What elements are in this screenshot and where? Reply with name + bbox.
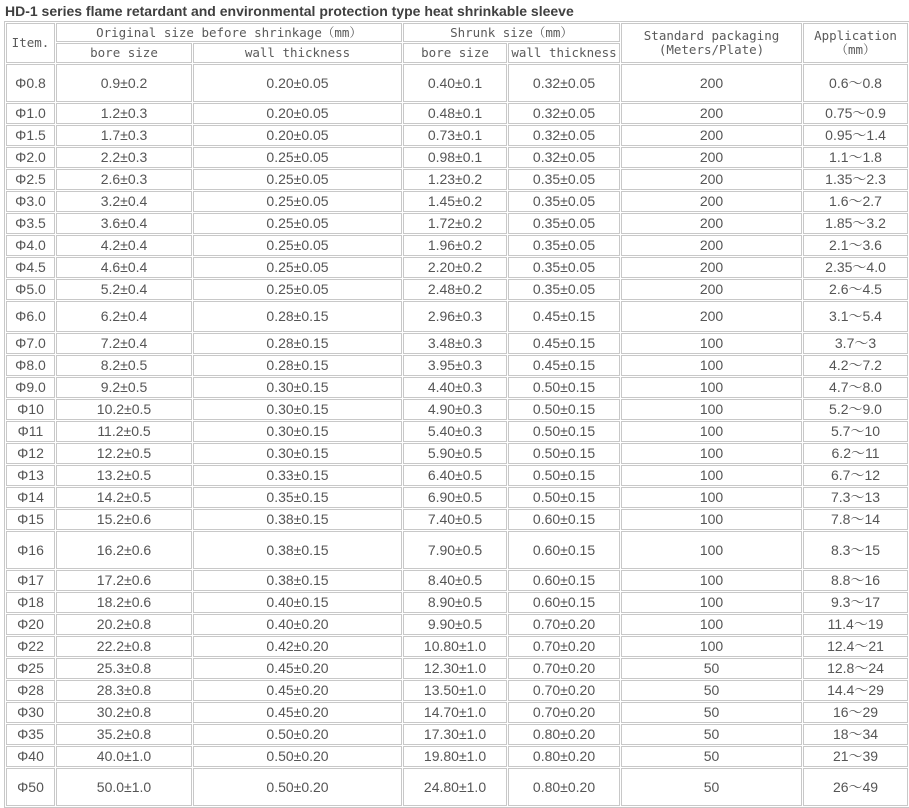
cell-original-wall-thickness: 0.25±0.05 <box>193 147 402 168</box>
cell-shrunk-bore-size: 0.48±0.1 <box>403 103 507 124</box>
cell-application: 8.3～15 <box>803 531 908 569</box>
table-row <box>6 680 908 701</box>
table-row <box>6 702 908 723</box>
cell-original-bore-size: 30.2±0.8 <box>56 702 192 723</box>
cell-shrunk-bore-size: 8.40±0.5 <box>403 570 507 591</box>
cell-shrunk-wall-thickness: 0.60±0.15 <box>508 592 620 613</box>
cell-shrunk-wall-thickness: 0.45±0.15 <box>508 355 620 376</box>
subheader-bore-size: bore size <box>56 43 192 63</box>
cell-standard-packaging: 100 <box>621 487 802 508</box>
cell-shrunk-bore-size: 8.90±0.5 <box>403 592 507 613</box>
cell-shrunk-bore-size: 9.90±0.5 <box>403 614 507 635</box>
cell-shrunk-bore-size: 1.23±0.2 <box>403 169 507 190</box>
table-row <box>6 147 908 168</box>
cell-application: 1.1～1.8 <box>803 147 908 168</box>
cell-original-wall-thickness: 0.20±0.05 <box>193 64 402 102</box>
cell-item: Φ35 <box>6 724 55 745</box>
cell-original-bore-size: 14.2±0.5 <box>56 487 192 508</box>
cell-original-bore-size: 40.0±1.0 <box>56 746 192 767</box>
cell-shrunk-wall-thickness: 0.60±0.15 <box>508 570 620 591</box>
cell-item: Φ11 <box>6 421 55 442</box>
cell-application: 21～39 <box>803 746 908 767</box>
table-row <box>6 103 908 124</box>
cell-original-wall-thickness: 0.38±0.15 <box>193 570 402 591</box>
table-row <box>6 301 908 332</box>
cell-original-bore-size: 0.9±0.2 <box>56 64 192 102</box>
cell-shrunk-wall-thickness: 0.70±0.20 <box>508 658 620 679</box>
cell-shrunk-wall-thickness: 0.50±0.15 <box>508 487 620 508</box>
cell-original-bore-size: 2.2±0.3 <box>56 147 192 168</box>
cell-standard-packaging: 50 <box>621 658 802 679</box>
table-row <box>6 509 908 530</box>
cell-shrunk-bore-size: 6.40±0.5 <box>403 465 507 486</box>
cell-original-bore-size: 20.2±0.8 <box>56 614 192 635</box>
cell-application: 1.35～2.3 <box>803 169 908 190</box>
cell-standard-packaging: 200 <box>621 235 802 256</box>
cell-original-wall-thickness: 0.28±0.15 <box>193 333 402 354</box>
cell-shrunk-bore-size: 17.30±1.0 <box>403 724 507 745</box>
cell-shrunk-wall-thickness: 0.80±0.20 <box>508 768 620 806</box>
cell-application: 9.3～17 <box>803 592 908 613</box>
cell-original-wall-thickness: 0.25±0.05 <box>193 169 402 190</box>
cell-application: 0.95～1.4 <box>803 125 908 146</box>
cell-item: Φ0.8 <box>6 64 55 102</box>
cell-original-wall-thickness: 0.20±0.05 <box>193 103 402 124</box>
cell-standard-packaging: 200 <box>621 64 802 102</box>
cell-application: 3.7～3 <box>803 333 908 354</box>
cell-original-bore-size: 28.3±0.8 <box>56 680 192 701</box>
cell-standard-packaging: 50 <box>621 768 802 806</box>
cell-shrunk-wall-thickness: 0.50±0.15 <box>508 399 620 420</box>
cell-original-bore-size: 6.2±0.4 <box>56 301 192 332</box>
cell-shrunk-wall-thickness: 0.70±0.20 <box>508 614 620 635</box>
cell-application: 5.7～10 <box>803 421 908 442</box>
cell-original-bore-size: 17.2±0.6 <box>56 570 192 591</box>
cell-shrunk-bore-size: 12.30±1.0 <box>403 658 507 679</box>
cell-item: Φ18 <box>6 592 55 613</box>
table-row <box>6 614 908 635</box>
cell-original-bore-size: 13.2±0.5 <box>56 465 192 486</box>
cell-application: 12.8～24 <box>803 658 908 679</box>
table-row <box>6 487 908 508</box>
cell-shrunk-bore-size: 2.48±0.2 <box>403 279 507 300</box>
cell-application: 5.2～9.0 <box>803 399 908 420</box>
cell-item: Φ1.0 <box>6 103 55 124</box>
header-standard-packaging: Standard packaging (Meters/Plate) <box>621 23 802 63</box>
cell-shrunk-wall-thickness: 0.70±0.20 <box>508 636 620 657</box>
cell-original-wall-thickness: 0.25±0.05 <box>193 213 402 234</box>
cell-application: 26～49 <box>803 768 908 806</box>
cell-standard-packaging: 200 <box>621 279 802 300</box>
table-row <box>6 257 908 278</box>
cell-standard-packaging: 100 <box>621 636 802 657</box>
cell-item: Φ50 <box>6 768 55 806</box>
cell-item: Φ4.0 <box>6 235 55 256</box>
cell-original-bore-size: 16.2±0.6 <box>56 531 192 569</box>
cell-shrunk-bore-size: 10.80±1.0 <box>403 636 507 657</box>
spec-table <box>4 21 909 808</box>
cell-original-bore-size: 1.2±0.3 <box>56 103 192 124</box>
cell-application: 1.85～3.2 <box>803 213 908 234</box>
cell-original-wall-thickness: 0.28±0.15 <box>193 301 402 332</box>
table-row <box>6 125 908 146</box>
cell-original-wall-thickness: 0.50±0.20 <box>193 724 402 745</box>
cell-application: 6.7～12 <box>803 465 908 486</box>
cell-standard-packaging: 200 <box>621 147 802 168</box>
cell-item: Φ40 <box>6 746 55 767</box>
table-row <box>6 377 908 398</box>
cell-original-wall-thickness: 0.30±0.15 <box>193 377 402 398</box>
cell-shrunk-bore-size: 24.80±1.0 <box>403 768 507 806</box>
cell-original-wall-thickness: 0.42±0.20 <box>193 636 402 657</box>
cell-item: Φ22 <box>6 636 55 657</box>
cell-shrunk-wall-thickness: 0.60±0.15 <box>508 531 620 569</box>
cell-shrunk-bore-size: 1.96±0.2 <box>403 235 507 256</box>
table-row <box>6 592 908 613</box>
cell-original-bore-size: 4.2±0.4 <box>56 235 192 256</box>
subheader-wall-thickness: wall thickness <box>193 43 402 63</box>
cell-original-bore-size: 9.2±0.5 <box>56 377 192 398</box>
header-shrunk-size: Shrunk size（mm） <box>403 23 620 42</box>
cell-original-bore-size: 3.6±0.4 <box>56 213 192 234</box>
cell-original-wall-thickness: 0.28±0.15 <box>193 355 402 376</box>
cell-standard-packaging: 50 <box>621 724 802 745</box>
table-row <box>6 443 908 464</box>
cell-item: Φ6.0 <box>6 301 55 332</box>
cell-original-wall-thickness: 0.45±0.20 <box>193 702 402 723</box>
cell-item: Φ5.0 <box>6 279 55 300</box>
cell-item: Φ2.5 <box>6 169 55 190</box>
cell-original-bore-size: 35.2±0.8 <box>56 724 192 745</box>
cell-shrunk-bore-size: 5.40±0.3 <box>403 421 507 442</box>
cell-shrunk-wall-thickness: 0.50±0.15 <box>508 421 620 442</box>
table-row <box>6 465 908 486</box>
cell-shrunk-wall-thickness: 0.35±0.05 <box>508 279 620 300</box>
cell-application: 8.8～16 <box>803 570 908 591</box>
cell-application: 7.3～13 <box>803 487 908 508</box>
header-item: Item. <box>6 23 55 63</box>
cell-original-bore-size: 5.2±0.4 <box>56 279 192 300</box>
cell-standard-packaging: 100 <box>621 570 802 591</box>
table-body <box>6 64 908 806</box>
cell-original-wall-thickness: 0.38±0.15 <box>193 531 402 569</box>
cell-shrunk-wall-thickness: 0.32±0.05 <box>508 103 620 124</box>
cell-application: 18～34 <box>803 724 908 745</box>
cell-original-wall-thickness: 0.30±0.15 <box>193 443 402 464</box>
subheader-shrunk-wall-thickness: wall thickness <box>508 43 620 63</box>
table-row <box>6 421 908 442</box>
table-row <box>6 64 908 102</box>
table-row <box>6 768 908 806</box>
cell-original-wall-thickness: 0.40±0.20 <box>193 614 402 635</box>
cell-shrunk-bore-size: 7.90±0.5 <box>403 531 507 569</box>
cell-application: 6.2～11 <box>803 443 908 464</box>
cell-item: Φ20 <box>6 614 55 635</box>
cell-standard-packaging: 100 <box>621 592 802 613</box>
cell-item: Φ28 <box>6 680 55 701</box>
cell-shrunk-bore-size: 0.40±0.1 <box>403 64 507 102</box>
cell-shrunk-bore-size: 2.96±0.3 <box>403 301 507 332</box>
cell-standard-packaging: 100 <box>621 355 802 376</box>
cell-shrunk-bore-size: 4.40±0.3 <box>403 377 507 398</box>
cell-shrunk-wall-thickness: 0.50±0.15 <box>508 377 620 398</box>
cell-original-wall-thickness: 0.40±0.15 <box>193 592 402 613</box>
cell-original-bore-size: 8.2±0.5 <box>56 355 192 376</box>
cell-shrunk-bore-size: 0.73±0.1 <box>403 125 507 146</box>
cell-shrunk-wall-thickness: 0.35±0.05 <box>508 257 620 278</box>
cell-shrunk-bore-size: 5.90±0.5 <box>403 443 507 464</box>
cell-shrunk-wall-thickness: 0.32±0.05 <box>508 147 620 168</box>
cell-shrunk-wall-thickness: 0.32±0.05 <box>508 125 620 146</box>
cell-standard-packaging: 100 <box>621 509 802 530</box>
cell-original-wall-thickness: 0.35±0.15 <box>193 487 402 508</box>
cell-standard-packaging: 50 <box>621 680 802 701</box>
cell-item: Φ13 <box>6 465 55 486</box>
cell-shrunk-wall-thickness: 0.70±0.20 <box>508 680 620 701</box>
cell-item: Φ9.0 <box>6 377 55 398</box>
cell-original-wall-thickness: 0.25±0.05 <box>193 191 402 212</box>
cell-standard-packaging: 100 <box>621 614 802 635</box>
cell-item: Φ7.0 <box>6 333 55 354</box>
cell-standard-packaging: 100 <box>621 443 802 464</box>
cell-item: Φ3.5 <box>6 213 55 234</box>
cell-shrunk-bore-size: 1.45±0.2 <box>403 191 507 212</box>
cell-item: Φ12 <box>6 443 55 464</box>
cell-shrunk-wall-thickness: 0.32±0.05 <box>508 64 620 102</box>
cell-shrunk-bore-size: 2.20±0.2 <box>403 257 507 278</box>
cell-shrunk-wall-thickness: 0.80±0.20 <box>508 724 620 745</box>
cell-application: 0.6～0.8 <box>803 64 908 102</box>
cell-shrunk-wall-thickness: 0.35±0.05 <box>508 191 620 212</box>
table-row <box>6 399 908 420</box>
cell-original-wall-thickness: 0.50±0.20 <box>193 746 402 767</box>
cell-shrunk-wall-thickness: 0.35±0.05 <box>508 213 620 234</box>
cell-original-bore-size: 18.2±0.6 <box>56 592 192 613</box>
cell-application: 4.7～8.0 <box>803 377 908 398</box>
cell-item: Φ4.5 <box>6 257 55 278</box>
table-row <box>6 333 908 354</box>
cell-application: 1.6～2.7 <box>803 191 908 212</box>
cell-original-wall-thickness: 0.30±0.15 <box>193 421 402 442</box>
cell-shrunk-wall-thickness: 0.60±0.15 <box>508 509 620 530</box>
cell-original-wall-thickness: 0.50±0.20 <box>193 768 402 806</box>
cell-original-bore-size: 10.2±0.5 <box>56 399 192 420</box>
cell-application: 4.2～7.2 <box>803 355 908 376</box>
cell-item: Φ3.0 <box>6 191 55 212</box>
cell-application: 14.4～29 <box>803 680 908 701</box>
cell-standard-packaging: 100 <box>621 531 802 569</box>
cell-shrunk-wall-thickness: 0.80±0.20 <box>508 746 620 767</box>
cell-shrunk-wall-thickness: 0.70±0.20 <box>508 702 620 723</box>
cell-original-bore-size: 50.0±1.0 <box>56 768 192 806</box>
cell-original-wall-thickness: 0.25±0.05 <box>193 235 402 256</box>
cell-shrunk-bore-size: 14.70±1.0 <box>403 702 507 723</box>
table-row <box>6 355 908 376</box>
cell-standard-packaging: 100 <box>621 399 802 420</box>
cell-shrunk-bore-size: 13.50±1.0 <box>403 680 507 701</box>
cell-item: Φ10 <box>6 399 55 420</box>
cell-original-bore-size: 11.2±0.5 <box>56 421 192 442</box>
cell-application: 0.75～0.9 <box>803 103 908 124</box>
cell-original-bore-size: 1.7±0.3 <box>56 125 192 146</box>
cell-item: Φ8.0 <box>6 355 55 376</box>
table-row <box>6 658 908 679</box>
cell-original-bore-size: 3.2±0.4 <box>56 191 192 212</box>
cell-shrunk-bore-size: 0.98±0.1 <box>403 147 507 168</box>
cell-original-bore-size: 7.2±0.4 <box>56 333 192 354</box>
cell-shrunk-wall-thickness: 0.45±0.15 <box>508 301 620 332</box>
table-row <box>6 279 908 300</box>
cell-standard-packaging: 200 <box>621 257 802 278</box>
header-application: Application （mm） <box>803 23 908 63</box>
cell-application: 2.1～3.6 <box>803 235 908 256</box>
cell-standard-packaging: 50 <box>621 702 802 723</box>
cell-original-bore-size: 25.3±0.8 <box>56 658 192 679</box>
cell-item: Φ30 <box>6 702 55 723</box>
cell-shrunk-wall-thickness: 0.50±0.15 <box>508 465 620 486</box>
cell-standard-packaging: 100 <box>621 377 802 398</box>
cell-application: 2.6～4.5 <box>803 279 908 300</box>
cell-original-wall-thickness: 0.45±0.20 <box>193 680 402 701</box>
cell-shrunk-bore-size: 1.72±0.2 <box>403 213 507 234</box>
cell-item: Φ25 <box>6 658 55 679</box>
cell-original-bore-size: 2.6±0.3 <box>56 169 192 190</box>
cell-standard-packaging: 200 <box>621 213 802 234</box>
cell-original-wall-thickness: 0.25±0.05 <box>193 279 402 300</box>
cell-original-wall-thickness: 0.38±0.15 <box>193 509 402 530</box>
cell-shrunk-wall-thickness: 0.50±0.15 <box>508 443 620 464</box>
cell-shrunk-bore-size: 19.80±1.0 <box>403 746 507 767</box>
cell-application: 3.1～5.4 <box>803 301 908 332</box>
cell-application: 11.4～19 <box>803 614 908 635</box>
cell-original-wall-thickness: 0.25±0.05 <box>193 257 402 278</box>
cell-shrunk-bore-size: 3.48±0.3 <box>403 333 507 354</box>
table-row <box>6 235 908 256</box>
cell-original-wall-thickness: 0.33±0.15 <box>193 465 402 486</box>
page-title: HD-1 series flame retardant and environmental protection type heat shrinkable sleeve <box>5 3 574 19</box>
cell-shrunk-bore-size: 7.40±0.5 <box>403 509 507 530</box>
cell-standard-packaging: 200 <box>621 191 802 212</box>
cell-standard-packaging: 100 <box>621 421 802 442</box>
cell-standard-packaging: 200 <box>621 301 802 332</box>
cell-standard-packaging: 200 <box>621 125 802 146</box>
cell-item: Φ1.5 <box>6 125 55 146</box>
cell-item: Φ2.0 <box>6 147 55 168</box>
cell-standard-packaging: 100 <box>621 465 802 486</box>
table-row <box>6 724 908 745</box>
cell-original-bore-size: 15.2±0.6 <box>56 509 192 530</box>
cell-standard-packaging: 200 <box>621 169 802 190</box>
cell-shrunk-wall-thickness: 0.35±0.05 <box>508 169 620 190</box>
cell-application: 12.4～21 <box>803 636 908 657</box>
cell-shrunk-bore-size: 3.95±0.3 <box>403 355 507 376</box>
table-row <box>6 213 908 234</box>
cell-original-wall-thickness: 0.20±0.05 <box>193 125 402 146</box>
table-row <box>6 531 908 569</box>
cell-original-wall-thickness: 0.45±0.20 <box>193 658 402 679</box>
cell-application: 2.35～4.0 <box>803 257 908 278</box>
table-row <box>6 746 908 767</box>
cell-original-bore-size: 4.6±0.4 <box>56 257 192 278</box>
cell-application: 16～29 <box>803 702 908 723</box>
cell-shrunk-wall-thickness: 0.35±0.05 <box>508 235 620 256</box>
cell-standard-packaging: 50 <box>621 746 802 767</box>
cell-original-bore-size: 12.2±0.5 <box>56 443 192 464</box>
header-row <box>6 23 908 42</box>
cell-standard-packaging: 200 <box>621 103 802 124</box>
table-row <box>6 636 908 657</box>
cell-item: Φ14 <box>6 487 55 508</box>
cell-shrunk-wall-thickness: 0.45±0.15 <box>508 333 620 354</box>
table-row <box>6 570 908 591</box>
cell-shrunk-bore-size: 6.90±0.5 <box>403 487 507 508</box>
cell-item: Φ16 <box>6 531 55 569</box>
cell-standard-packaging: 100 <box>621 333 802 354</box>
cell-original-bore-size: 22.2±0.8 <box>56 636 192 657</box>
cell-item: Φ17 <box>6 570 55 591</box>
cell-shrunk-bore-size: 4.90±0.3 <box>403 399 507 420</box>
cell-application: 7.8～14 <box>803 509 908 530</box>
subheader-shrunk-bore-size: bore size <box>403 43 507 63</box>
cell-item: Φ15 <box>6 509 55 530</box>
table-row <box>6 191 908 212</box>
header-original-size: Original size before shrinkage（mm） <box>56 23 402 42</box>
table-row <box>6 169 908 190</box>
cell-original-wall-thickness: 0.30±0.15 <box>193 399 402 420</box>
